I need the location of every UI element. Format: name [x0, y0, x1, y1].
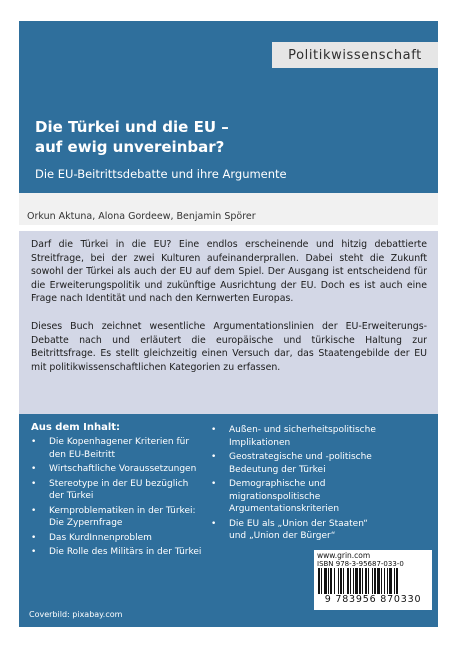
contents-list-left	[31, 436, 206, 561]
title-line-1: Die Türkei und die EU –	[35, 118, 229, 136]
blurb-paragraph-1: Darf die Türkei in die EU? Eine endlos erscheinende und hitzig debattierte Streitfrage, bei der zwei Kulturen aufeinanderprallen. Dabei steht die Zukunft sowohl der Türkei als auch der EU auf dem Spiel. Der Ausgang ist entscheidend für die Erweiterungspolitik und zukünftige Ausrichtung der EU. Doch es ist auch eine Frage nach Identität und nach den Kernwerten Europas.	[31, 239, 427, 305]
list-item: • Stereotype in der EU bezüglich der Türkei	[31, 478, 206, 503]
list-item: • Das KurdInnenproblem	[31, 532, 206, 545]
series-label: Politikwissenschaft	[272, 42, 438, 68]
publisher-url: www.grin.com	[317, 551, 371, 560]
list-item: • Wirtschaftliche Voraussetzungen	[31, 463, 206, 476]
blurb-section	[19, 231, 438, 414]
isbn: ISBN 978-3-95687-033-0	[317, 560, 404, 568]
barcode-digits: 9 783956 870330	[324, 594, 422, 605]
list-item: • Außen- und sicherheitspolitische Implikationen	[211, 424, 381, 449]
book-subtitle: Die EU-Beitrittsdebatte und ihre Argumente	[35, 167, 287, 181]
contents-list-right	[211, 424, 381, 545]
blurb-text	[31, 238, 427, 388]
book-title	[35, 117, 415, 157]
list-item: • Kernproblematiken in der Türkei: Die Zypernfrage	[31, 505, 206, 530]
list-item: • Geostrategische und -politische Bedeutung der Türkei	[211, 451, 381, 476]
barcode-bars	[318, 568, 428, 594]
contents-heading: Aus dem Inhalt:	[31, 422, 121, 433]
barcode	[314, 550, 432, 610]
list-item: • Die Kopenhagener Kriterien für den EU-Beitritt	[31, 436, 206, 461]
list-item: • Die Rolle des Militärs in der Türkei	[31, 546, 206, 559]
cover-image-credit: Coverbild: pixabay.com	[29, 610, 123, 619]
authors: Orkun Aktuna, Alona Gordeew, Benjamin Spörer	[27, 211, 256, 222]
blurb-paragraph-2: Dieses Buch zeichnet wesentliche Argumentationslinien der EU-Erweiterungs-Debatte nach und erläutert die europäische und türkische Haltung zur Beitrittsfrage. Es stellt gleichzeitig einen Versuch dar, das Staatengebilde der EU mit politikwissenschaftlichen Kategorien zu erfassen.	[31, 320, 427, 373]
header-band	[19, 21, 438, 193]
book-back-cover	[19, 21, 438, 627]
contents-section	[19, 414, 438, 627]
list-item: • Die EU als „Union der Staaten“ und „Union der Bürger“	[211, 518, 381, 543]
list-item: • Demographische und migrationspolitische Argumentationskriterien	[211, 478, 381, 516]
title-line-2: auf ewig unvereinbar?	[35, 138, 225, 156]
